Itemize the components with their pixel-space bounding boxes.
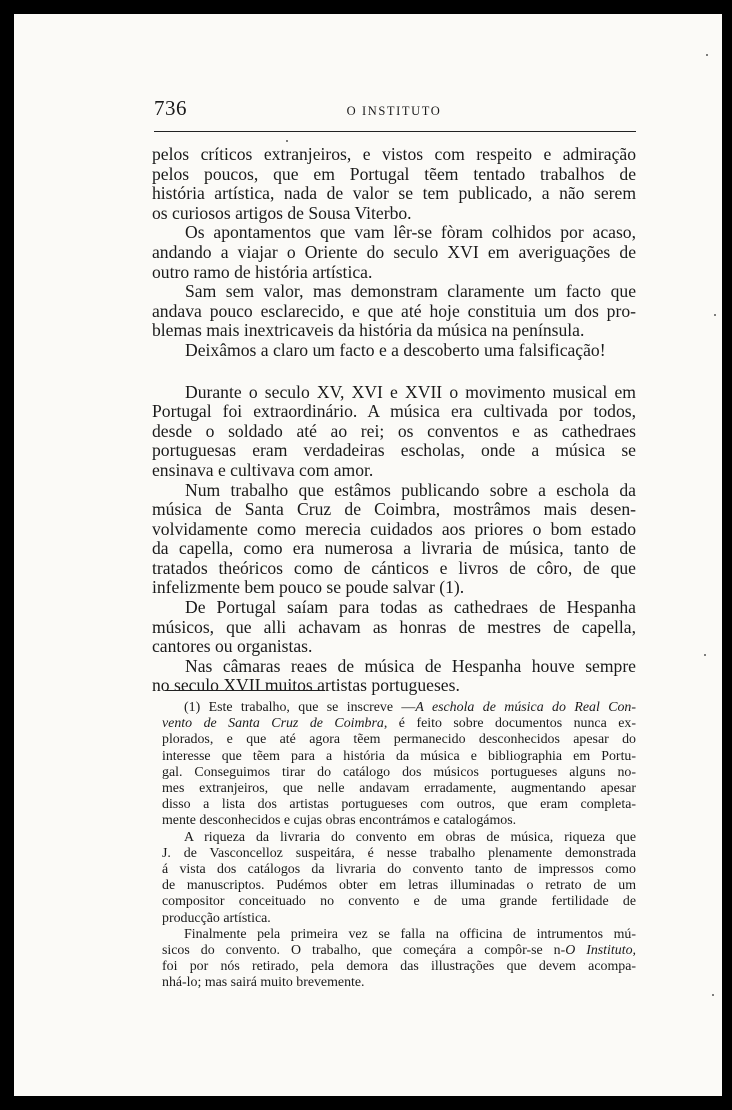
text-line: Portugal foi extraordinário. A música era cultivada por todos, [152, 401, 636, 422]
text-line: De Portugal saíam para todas as cathedraes de Hespanha [185, 597, 636, 618]
scan-speck [714, 314, 716, 316]
text-line: Num trabalho que estâmos publicando sobre a eschola da [185, 479, 636, 500]
footnote-line [162, 716, 636, 732]
footnote-line: Finalmente pela primeira vez se falla na officina de intrumentos mú- [184, 926, 636, 942]
text-line: desde o soldado até ao rei; os conventos e as cathedraes [152, 420, 636, 441]
scan-speck [706, 54, 708, 56]
text-line: Deixâmos a claro um facto e a descoberto uma falsificação! [185, 339, 606, 360]
footnote-line: interesse que tẽem para a história da música e bibliographia em Portu- [162, 748, 636, 764]
footnote-line: de manuscriptos. Pudémos obter em letras illuminadas o retrato de um [162, 878, 636, 894]
footnote-line: A riqueza da livraria do convento em obras de música, riqueza que [184, 829, 636, 845]
footnote-line: mes extranjeiros, que nelle andavam erradamente, augmentando apesar [162, 781, 636, 797]
footnote-line [162, 943, 636, 959]
text-line: outro ramo de história artística. [152, 261, 373, 282]
footnote-line: producção artística. [162, 910, 271, 926]
text-line: os curiosos artigos de Sousa Viterbo. [152, 202, 412, 223]
text-line: da capella, como era numerosa a livraria de música, tanto de [152, 538, 636, 559]
text-line: Nas câmaras reaes de música de Hespanha houve sempre [185, 655, 636, 676]
text-line: Sam sem valor, mas demonstram claramente um facto que [185, 281, 636, 302]
footnote-rule [165, 690, 325, 691]
text-line: pelos poucos, que em Portugal tẽem tentado trabalhos de [152, 163, 636, 184]
footnotes [162, 700, 636, 992]
body-text [152, 145, 636, 696]
scan-speck [286, 140, 288, 142]
text-line: Os apontamentos que vam lêr-se fòram colhidos por acaso, [185, 222, 636, 243]
text-line: tratados theóricos como de cánticos e livros de côro, de que [152, 557, 636, 578]
footnote-line: plorados, e que até agora tẽem permanecido desconhecidos apesar do [162, 732, 636, 748]
text-line: ensinava e cultivava com amor. [152, 459, 374, 480]
page-number: 736 [154, 96, 187, 120]
footnote-line: J. de Vasconcelloz suspeitára, é nesse trabalho plenamente demonstrada [162, 845, 636, 861]
text-line: pelos críticos extranjeiros, e vistos com respeito e admiração [152, 144, 636, 164]
text-line: no seculo XVII muitos artistas portugueses. [152, 675, 460, 696]
page-surface [14, 14, 722, 1096]
footnote-text: (1) Este trabalho, que se inscreve — [184, 700, 416, 715]
page-header [152, 94, 636, 124]
footnote-line: disso a lista dos artistas portugueses com outros, que eram completa- [162, 797, 636, 813]
scan-speck [712, 994, 714, 996]
footnote-line: gal. Conseguimos tirar do catálogo dos músicos portugueses alguns no- [162, 764, 636, 780]
text-line: volvidamente como merecia cuidados aos priores o bom estado [152, 518, 636, 539]
footnote-line: mente desconhecidos e cujas obras encontrámos e catalogámos. [162, 813, 517, 829]
footnote-line: á vista dos catálogos da livraria do convento tanto de impressos como [162, 862, 636, 878]
footnote-line: foi por nós retirado, pela demora das illustrações que devem acompa- [162, 959, 636, 975]
text-line: infelizmente bem pouco se poude salvar (1). [152, 577, 465, 598]
text-line: Durante o seculo XV, XVI e XVII o movimento musical em [185, 381, 636, 402]
footnote-italic-title: A eschola de música do Real Con- [415, 700, 636, 715]
footnote-line: compositor conceituado no convento e de uma grande fertilidade de [162, 894, 636, 910]
text-line: andava pouco esclarecido, e que até hoje constituia um dos pro- [152, 300, 636, 321]
scan-speck [704, 654, 706, 656]
footnote-line: nhá-lo; mas sairá muito brevemente. [162, 975, 365, 991]
running-title: O INSTITUTO [346, 104, 442, 118]
footnote-text: , é feito sobre documentos nunca ex- [383, 716, 636, 732]
text-line: blemas mais inextricaveis da história da música na península. [152, 320, 585, 341]
section-gap [152, 361, 636, 383]
footnote-italic-title: O Instituto, [565, 943, 636, 959]
text-line: história artística, nada de valor se tem publicado, a não serem [152, 183, 636, 204]
footnote-italic-title: vento de Santa Cruz de Coimbra [162, 716, 384, 732]
text-line: música de Santa Cruz de Coimbra, mostrâmos mais desen- [152, 499, 636, 520]
footnote-text: sicos do convento. O trabalho, que começára a compôr-se n- [162, 943, 566, 959]
text-line: portuguesas eram verdadeiras escholas, onde a música se [152, 440, 636, 461]
text-line: andando a viajar o Oriente do seculo XVI em averiguações de [152, 241, 636, 262]
text-line: músicos, que alli achavam as honras de mestres de capella, [152, 616, 636, 637]
footnote-line [162, 700, 636, 716]
header-rule [154, 131, 636, 132]
text-line: cantores ou organistas. [152, 636, 313, 657]
